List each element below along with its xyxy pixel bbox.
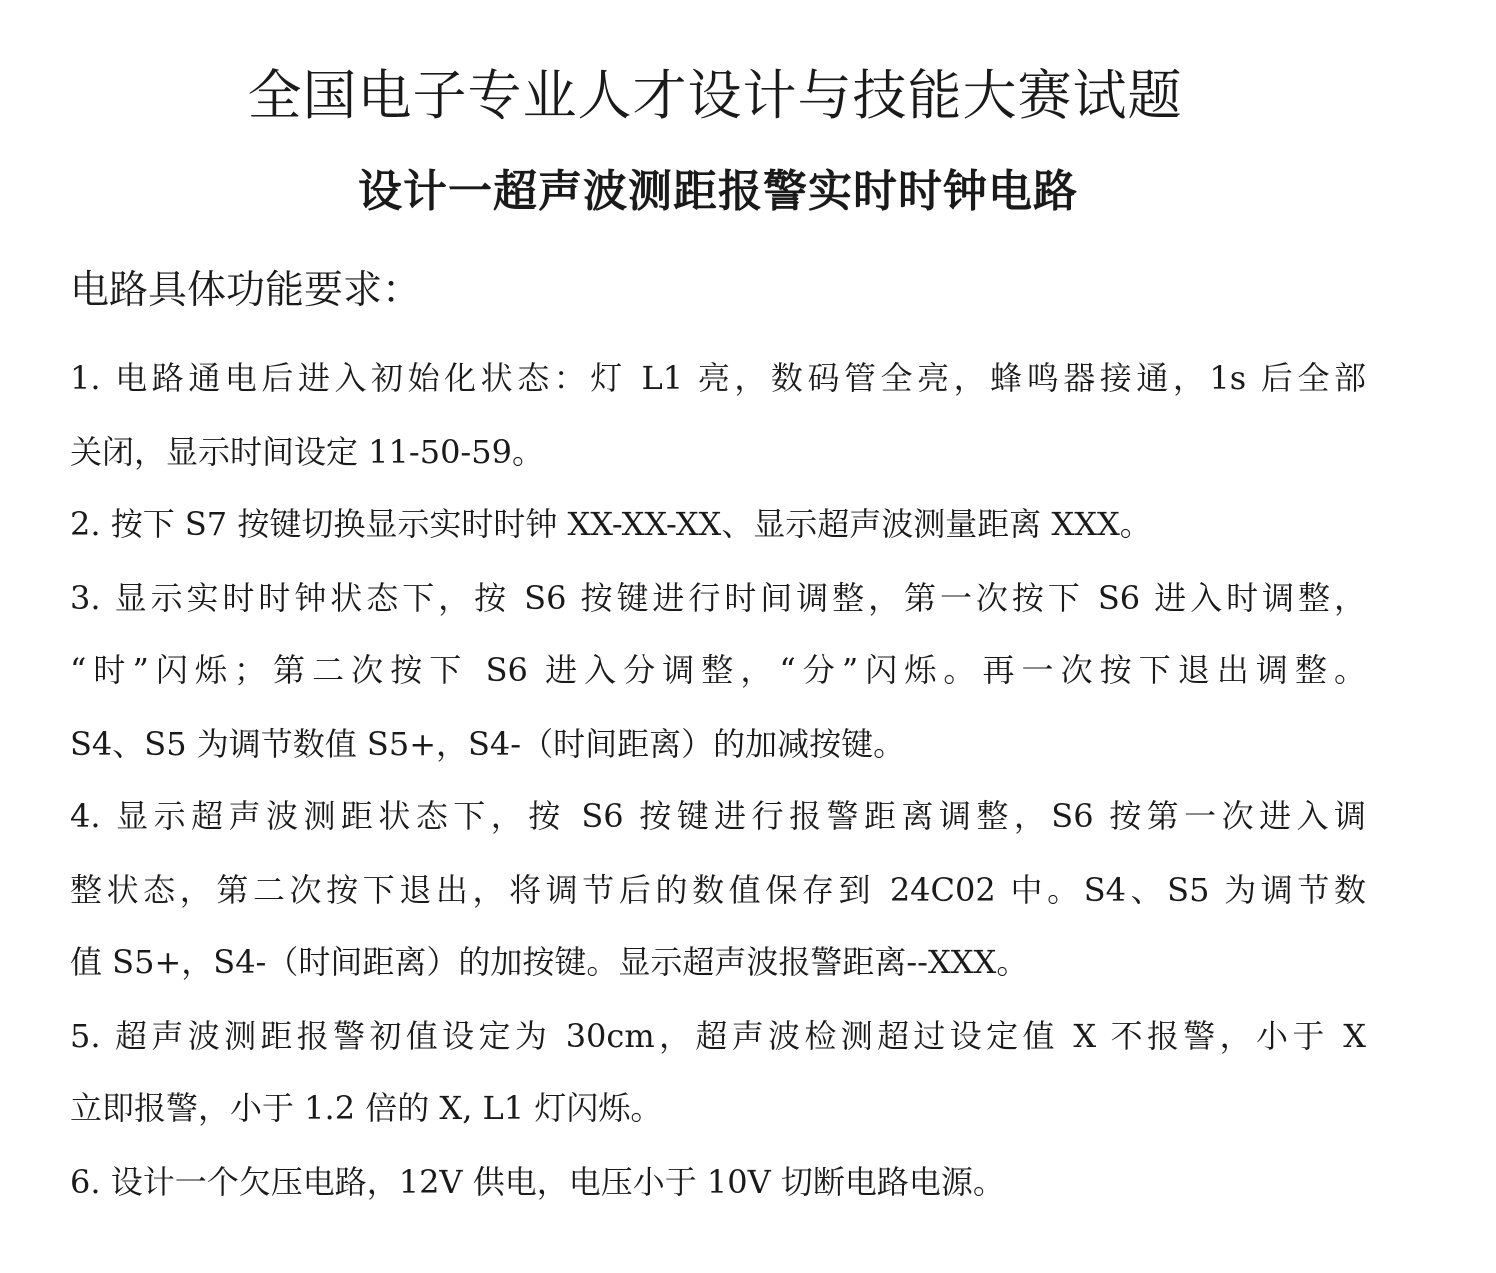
requirement-line-3: 2. 按下 S7 按键切换显示实时时钟 XX-XX-XX、显示超声波测量距离 XXX。 xyxy=(70,505,1152,543)
requirement-line-11: 立即报警，小于 1.2 倍的 X, L1 灯闪烁。 xyxy=(70,1089,663,1127)
requirement-line-8: 整状态，第二次按下退出，将调节后的数值保存到 24C02 中。S4、S5 为调节数 xyxy=(70,871,1366,909)
section-heading: 电路具体功能要求： xyxy=(70,268,422,313)
requirement-line-6: S4、S5 为调节数值 S5+，S4-（时间距离）的加减按键。 xyxy=(70,725,906,763)
requirement-line-7: 4. 显示超声波测距状态下，按 S6 按键进行报警距离调整，S6 按第一次进入调 xyxy=(70,797,1366,835)
requirement-line-9: 值 S5+，S4-（时间距离）的加按键。显示超声波报警距离--XXX。 xyxy=(70,943,1029,981)
requirement-line-1: 1. 电路通电后进入初始化状态：灯 L1 亮，数码管全亮，蜂鸣器接通，1s 后全部 xyxy=(70,359,1366,397)
document-title: 全国电子专业人才设计与技能大赛试题 xyxy=(247,64,1183,127)
document-subtitle: 设计一超声波测距报警实时时钟电路 xyxy=(358,166,1078,217)
requirement-line-5: “时”闪烁；第二次按下 S6 进入分调整，“分”闪烁。再一次按下退出调整。 xyxy=(70,651,1366,689)
requirement-line-4: 3. 显示实时时钟状态下，按 S6 按键进行时间调整，第一次按下 S6 进入时调整， xyxy=(70,579,1366,617)
requirement-line-10: 5. 超声波测距报警初值设定为 30cm，超声波检测超过设定值 X 不报警，小于 X xyxy=(70,1017,1366,1055)
requirement-line-2: 关闭，显示时间设定 11-50-59。 xyxy=(70,433,544,471)
requirement-line-12: 6. 设计一个欠压电路，12V 供电，电压小于 10V 切断电路电源。 xyxy=(70,1163,1005,1201)
